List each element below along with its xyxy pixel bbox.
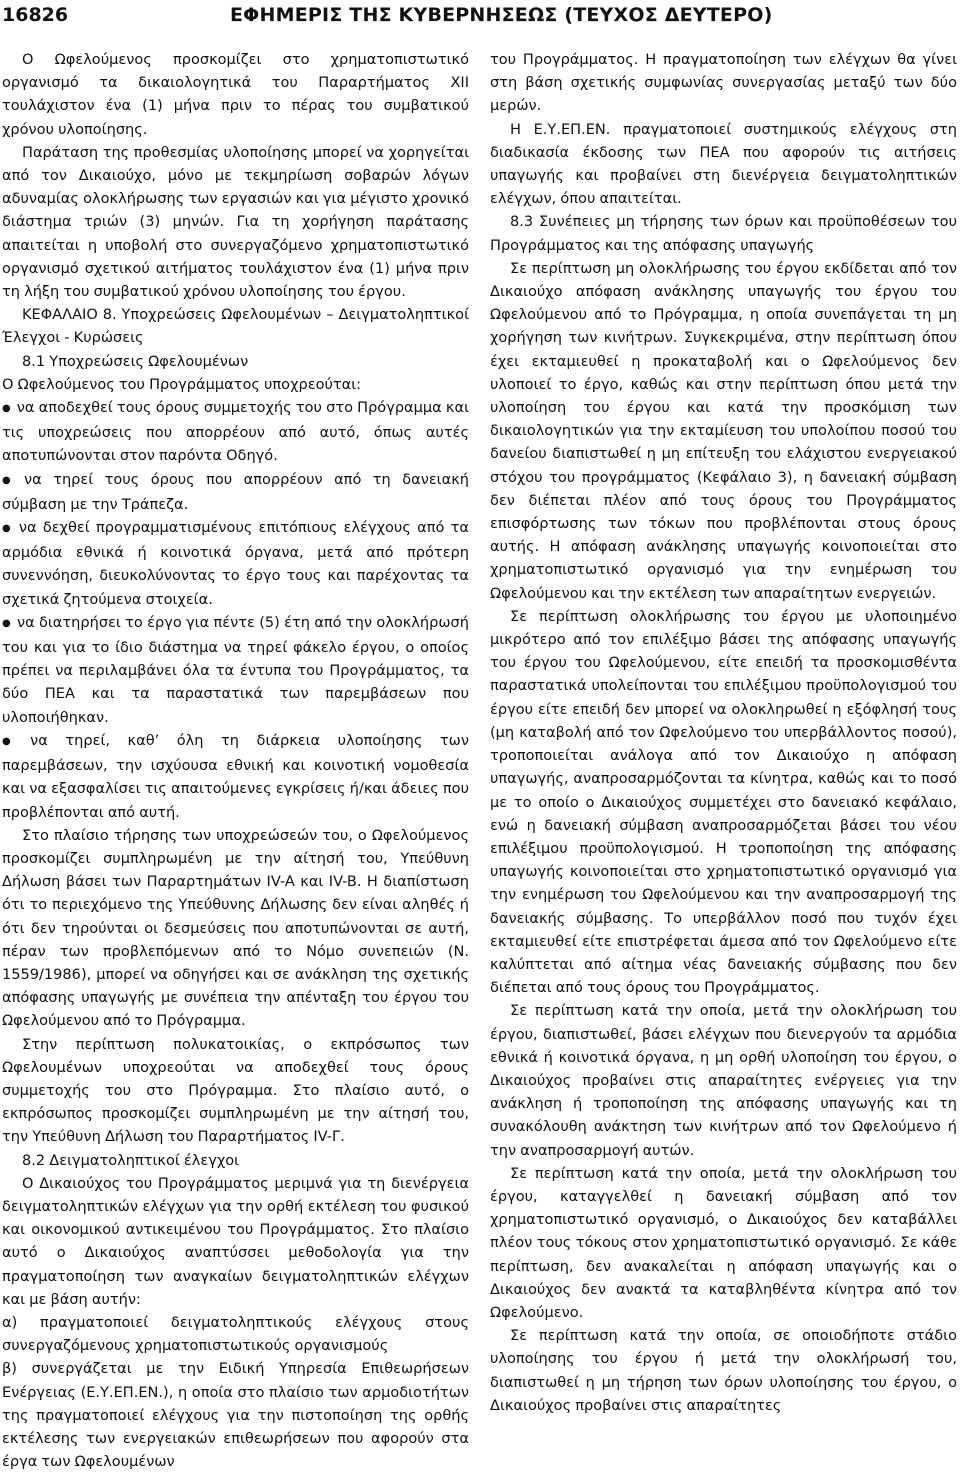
paragraph: Στο πλαίσιο τήρησης των υποχρεώσεών του, ο Ωφελούμενος προσκομίζει συμπληρωμένη με την αίτησή του, Υπεύθυνη Δήλωση βάσει των Παραρτημάτων IV-A και IV-B. Η διαπίστωση ότι το περιεχόμενο της Υπεύθυνης Δήλωσης δεν είναι αληθές ή ότι δεν τηρούνται οι δεσμεύσεις που αποτυπώνονται σε αυτή, πέραν των προβλεπόμενων από το Νόμο συνεπειών (Ν. 1559/1986), μπορεί να οδηγήσει και σε ανάκληση της σχετικής απόφασης υπαγωγής με συνέπεια την απένταξη του έργου του Ωφελούμενου από το Πρόγραμμα. <box>2 826 469 1030</box>
section-heading: 8.1 Υποχρεώσεις Ωφελουμένων <box>22 352 249 370</box>
paragraph: Η Ε.Υ.ΕΠ.ΕΝ. πραγματοποιεί συστημικούς ελέγχους στη διαδικασία έκδοσης των ΠΕΑ που αφορούν τις αιτήσεις υπαγωγής και προβαίνει στη διενέργεια δειγματοληπτικών ελέγχων, όπου απαιτείται. <box>490 120 957 208</box>
right-column <box>490 48 957 1417</box>
paragraph: Σε περίπτωση κατά την οποία, μετά την ολοκλήρωση του έργου, καταγγελθεί η δανειακή σύμβαση από τον χρηματοπιστωτικό οργανισμό, ο Δικαιούχος δεν καταβάλλει πλέον τους τόκους στον χρηματοπιστωτικό οργανισμό. Σε κάθε περίπτωση, δεν ανακαλείται η απόφαση υπαγωγής και ο Δικαιούχος δεν ανακτά τα καταβληθέντα κίνητρα από τον Ωφελούμενο. <box>490 1164 957 1321</box>
left-column <box>2 48 469 1473</box>
paragraph: β) συνεργάζεται με την Ειδική Υπηρεσία Επιθεωρήσεων Ενέργειας (Ε.Υ.ΕΠ.ΕΝ.), η οποία στο πλαίσιο των αρμοδιοτήτων της πραγματοποιεί ελέγχους για την πιστοποίηση της ορθής εκτέλεσης των ενεργειακών επιθεωρήσεων που αφορούν στα έργα των Ωφελουμένων <box>2 1360 469 1471</box>
paragraph: Ο Ωφελούμενος του Προγράμματος υποχρεούται: <box>2 375 362 393</box>
paragraph: Σε περίπτωση μη ολοκλήρωσης του έργου εκδίδεται από τον Δικαιούχο απόφαση ανάκλησης υπαγωγής του έργου του Ωφελούμενου από το Πρόγραμμα, η οποία συνεπάγεται τη μη χορήγηση των κινήτρων. Συγκεκριμένα, στην περίπτωση όπου έχει εκταμιευθεί η προκαταβολή και ο Ωφελούμενος δεν υλοποιεί το έργο, καθώς και στην περίπτωση όπου μετά την υλοποίηση του έργου και κατά την προσκόμιση των δικαιολογητικών για την εκταμίευση του υπολοίπου ποσού του δανείου διαπιστωθεί η μη επίτευξη του ελάχιστου ενεργειακού στόχου του προγράμματος (Κεφάλαιο 3), η δανειακή σύμβαση δεν διέπεται πλέον από τους όρους του Προγράμματος επισφόρτωσης των τόκων που προβλέπονται στους όρους αυτής. Η απόφαση ανάκλησης υπαγωγής κοινοποιείται στο χρηματοπιστωτικό οργανισμό για την ενημέρωση του Ωφελούμενου και την εκτέλεση των απαραίτητων ενεργειών. <box>490 259 957 602</box>
paragraph: Στην περίπτωση πολυκατοικίας, ο εκπρόσωπος των Ωφελουμένων υποχρεούται να αποδεχθεί τους όρους συμμετοχής του στο Πρόγραμμα. Στο πλαίσιο αυτό, ο εκπρόσωπος προσκομίζει συμπληρωμένη με την αίτησή του, την Υπεύθυνη Δήλωση του Παραρτήματος IV-Γ. <box>2 1035 469 1146</box>
paragraph: Παράταση της προθεσμίας υλοποίησης μπορεί να χορηγείται από τον Δικαιούχο, μόνο με τεκμηρίωση σοβαρών λόγων αδυναμίας ολοκλήρωσης των εργασιών και για μέγιστο χρονικό διάστημα τριών (3) μηνών. Για τη χορήγηση παράτασης απαιτείται η υποβολή στο συνεργαζόμενο χρηματοπιστωτικό οργανισμό σχετικού αιτήματος τουλάχιστον ένα (1) μήνα πριν τη λήξη του συμβατικού χρόνου υλοποίησης του έργου. <box>2 143 469 301</box>
paragraph: Ο Ωφελούμενος προσκομίζει στο χρηματοπιστωτικό οργανισμό τα δικαιολογητικά του Παραρτήματος XII τουλάχιστον ένα (1) μήνα πριν το πέρας του συμβατικού χρόνου υλοποίησης. <box>2 51 469 138</box>
bullet-item: ● να τηρεί τους όρους που απορρέουν από τη δανειακή σύμβαση με την Τράπεζα. <box>2 468 469 516</box>
section-heading: 8.2 Δειγματοληπτικοί έλεγχοι <box>22 1151 240 1169</box>
page-header <box>0 0 960 40</box>
paragraph: Σε περίπτωση κατά την οποία, μετά την ολοκλήρωση του έργου, διαπιστωθεί, βάσει ελέγχων που διενεργούν τα αρμόδια εθνικά ή κοινοτικά όργανα, η μη ορθή υλοποίηση του έργου, ο Δικαιούχος προβαίνει στις απαραίτητες ενέργειες για την ανάκληση ή τροποποίηση της απόφασης υπαγωγής και τη συνακόλουθη ανάκτηση των κινήτρων από τον Ωφελούμενο ή την αναπροσαρμογή αυτών. <box>490 1002 957 1159</box>
gazette-title: ΕΦΗΜΕΡΙΣ ΤΗΣ ΚΥΒΕΡΝΗΣΕΩΣ (ΤΕΥΧΟΣ ΔΕΥΤΕΡΟ) <box>230 4 773 26</box>
chapter-heading: ΚΕΦΑΛΑΙΟ 8. Υποχρεώσεις Ωφελουμένων – Δειγματοληπτικοί Έλεγχοι - Κυρώσεις <box>2 306 469 347</box>
bullet-item: ● να τηρεί, καθ’ όλη τη διάρκεια υλοποίησης των παρεμβάσεων, την ισχύουσα εθνική και κοινοτική νομοθεσία και να εξασφαλίσει τις απαιτούμενες εγκρίσεις ή/και άδειες που προβλέπονται από αυτή. <box>2 729 469 824</box>
paragraph: του Προγράμματος. Η πραγματοποίηση των ελέγχων θα γίνει στη βάση σχετικής συμφωνίας συνεργασίας μεταξύ των δύο μερών. <box>490 51 957 115</box>
paragraph: α) πραγματοποιεί δειγματοληπτικούς ελέγχους στους συνεργαζόμενους χρηματοπιστωτικούς οργανισμούς <box>2 1313 469 1355</box>
bullet-item: ● να δεχθεί προγραμματισμένους επιτόπιους ελέγχους από τα αρμόδια εθνικά ή κοινοτικά όργανα, μετά από πρότερη συνεννόηση, διευκολύνοντας το έργο τους και παρέχοντας τα σχετικά ζητούμενα στοιχεία. <box>2 516 469 611</box>
paragraph: Ο Δικαιούχος του Προγράμματος μεριμνά για τη διενέργεια δειγματοληπτικών ελέγχων για την ορθή εκτέλεση του φυσικού και οικονομικού αντικειμένου του Προγράμματος. Στο πλαίσιο αυτό ο Δικαιούχος αναπτύσσει μεθοδολογία για την πραγματοποίηση των αναγκαίων δειγματοληπτικών ελέγχων και με βάση αυτήν: <box>2 1174 469 1308</box>
page-number: 16826 <box>2 4 69 26</box>
paragraph: Σε περίπτωση κατά την οποία, σε οποιοδήποτε στάδιο υλοποίησης του έργου ή μετά την ολοκλήρωσή του, διαπιστωθεί η μη τήρηση των όρων υλοποίησης του έργου, ο Δικαιούχος προβαίνει στις απαραίτητες <box>490 1327 957 1414</box>
bullet-item: ● να αποδεχθεί τους όρους συμμετοχής του στο Πρόγραμμα και τις υποχρεώσεις που απορρέουν από αυτό, όπως αυτές αποτυπώνονται στον παρόντα Οδηγό. <box>2 396 469 468</box>
paragraph: Σε περίπτωση ολοκλήρωσης του έργου με υλοποιημένο μικρότερο από τον επιλέξιμο βάσει της απόφασης υπαγωγής του έργου του Ωφελούμενου, είτε επειδή τα προσκομισθέντα παραστατικά υπολείπονται του επιλέξιμου προϋπολογισμού του έργου είτε επειδή δεν μπορεί να ολοκληρωθεί η εξόφλησή τους (μη καταβολή από τον Ωφελούμενο του υπερβάλλοντος ποσού), τροποποιείται ανάλογα από τον Δικαιούχο η απόφαση υπαγωγής, αναπροσαρμόζονται τα κίνητρα, καθώς και το ποσό με το οποίο ο Δικαιούχος συμμετέχει στο δανειακό κεφάλαιο, ενώ η δανειακή σύμβαση αναπροσαρμόζεται βάσει του νέου επιλέξιμου προϋπολογισμού. Η τροποποίηση της απόφασης υπαγωγής κοινοποιείται στο χρηματοπιστωτικό οργανισμό για την ενημέρωση του Ωφελούμενου και την αναπροσαρμογή της δανειακής σύμβασης. Το υπερβάλλον ποσό που τυχόν έχει εκταμιευθεί είτε επιστρέφεται άμεσα από τον Ωφελούμενο είτε καλύπτεται από αίτημα νέας δανειακής σύμβασης που δεν διέπεται από τους όρους του Προγράμματος. <box>490 607 957 997</box>
bullet-item: ● να διατηρήσει το έργο για πέντε (5) έτη από την ολοκλήρωσή του και για το ίδιο διάστημα να τηρεί φάκελο έργου, ο οποίος πρέπει να περιλαμβάνει όλα τα έντυπα του Προγράμματος, τα δύο ΠΕΑ και τα παραστατικά των παρεμβάσεων που υλοποιήθηκαν. <box>2 611 469 729</box>
section-heading: 8.3 Συνέπειες μη τήρησης των όρων και προϋποθέσεων του Προγράμματος και της απόφασης υπαγωγής <box>490 213 957 254</box>
